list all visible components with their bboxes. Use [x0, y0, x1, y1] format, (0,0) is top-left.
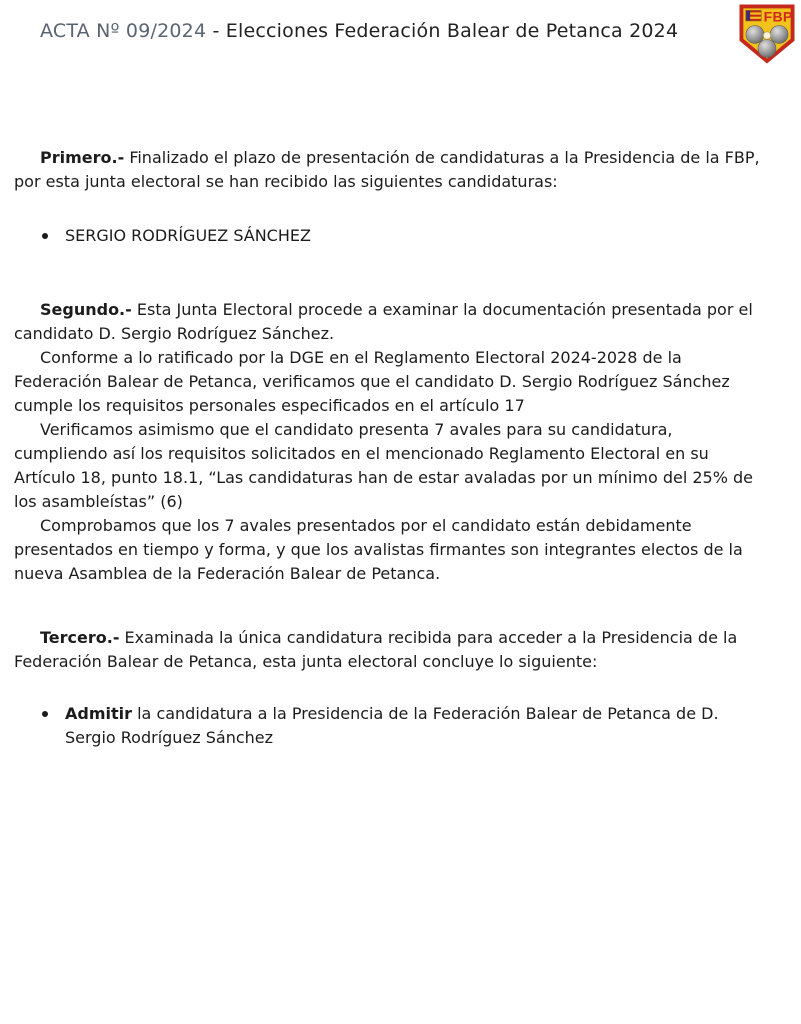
page-title [40, 20, 731, 42]
segundo-label: Segundo.- [40, 300, 132, 319]
decision-label: Admitir [65, 704, 133, 723]
candidate-name: SERGIO RODRÍGUEZ SÁNCHEZ [65, 226, 311, 245]
primero-label: Primero.- [40, 148, 125, 167]
paragraph-verificamos: Verificamos asimismo que el candidato presenta 7 avales para su candidatura, cumpliendo así los requisitos solicitados en el mencionado Reglamento Electoral en su Artículo 18, punto 18.1, “Las candidaturas han de estar avaladas por un mínimo del 25% de los asambleístas” (6) [14, 420, 753, 511]
balearic-flag-icon [746, 10, 761, 21]
bullet-icon [42, 711, 48, 717]
paragraph-comprobamos: Comprobamos que los 7 avales presentados por el candidato están debidamente presentados en tiempo y forma, y que los avalistas firmantes son integrantes electos de la nueva Asamblea de la Federación Balear de Petanca. [14, 516, 743, 583]
title-subject: - Elecciones Federación Balear de Petanca 2024 [212, 20, 679, 42]
cochonnet-icon [763, 32, 770, 39]
paragraph-tercero [14, 626, 763, 674]
decision-text-wrap [65, 702, 763, 750]
tercero-text: Examinada la única candidatura recibida para acceder a la Presidencia de la Federación Balear de Petanca, esta junta electoral concluye lo siguiente: [14, 628, 738, 671]
document-body [14, 146, 763, 750]
document-header [40, 20, 731, 42]
fbp-shield-icon [739, 4, 795, 64]
fbp-logo [739, 4, 795, 64]
decision-text: la candidatura a la Presidencia de la Federación Balear de Petanca de D. Sergio Rodríguez Sánchez [65, 704, 719, 747]
list-item-decision [14, 702, 763, 750]
tercero-label: Tercero.- [40, 628, 120, 647]
paragraph-segundo [14, 298, 763, 346]
list-item-candidate [14, 224, 763, 248]
title-acta-number: ACTA Nº 09/2024 [40, 20, 213, 42]
primero-text: Finalizado el plazo de presentación de candidaturas a la Presidencia de la FBP, por esta junta electoral se han recibido las siguientes candidaturas: [14, 148, 760, 191]
logo-text: FBP [763, 8, 793, 25]
segundo-text: Esta Junta Electoral procede a examinar la documentación presentada por el candidato D. Sergio Rodríguez Sánchez. [14, 300, 753, 343]
paragraph-primero [14, 146, 763, 194]
paragraph-conforme: Conforme a lo ratificado por la DGE en el Reglamento Electoral 2024-2028 de la Federación Balear de Petanca, verificamos que el candidato D. Sergio Rodríguez Sánchez cumple los requisitos personales especificados en el artículo 17 [14, 348, 730, 415]
bullet-icon [42, 233, 48, 239]
